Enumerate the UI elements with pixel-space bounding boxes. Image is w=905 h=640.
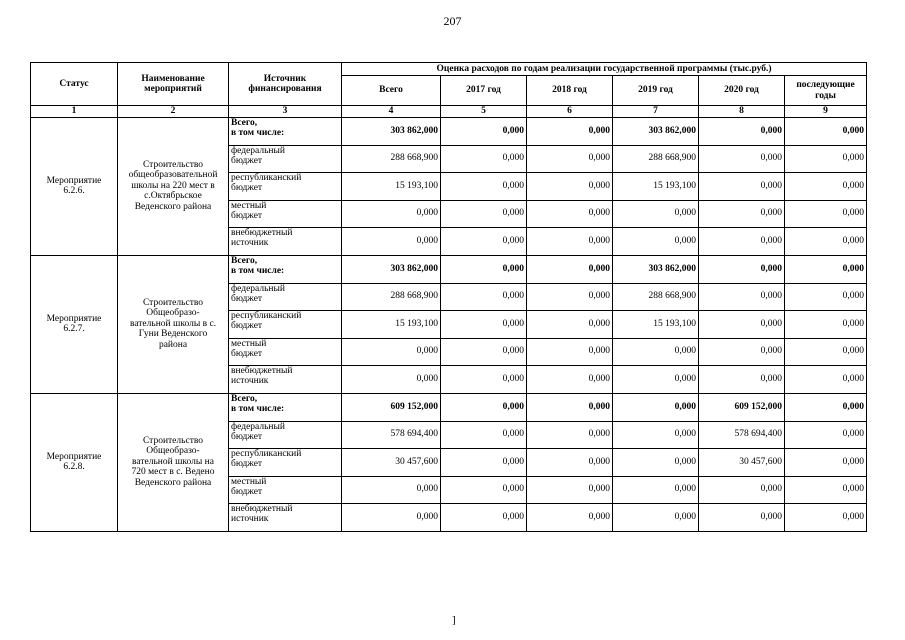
amount-cell: 0,000 [785, 365, 867, 393]
amount-cell: 0,000 [527, 310, 613, 338]
text-line: внебюджетный [231, 227, 293, 238]
text-line: источник [231, 238, 269, 248]
column-number: 9 [785, 106, 867, 118]
funding-source [229, 338, 342, 365]
amount-cell: 288 668,900 [342, 283, 441, 310]
text-line: бюджет [231, 294, 263, 304]
amount-cell: 0,000 [441, 310, 527, 338]
header-estimate: Оценка расходов по годам реализации государственной программы (тыс.руб.) [342, 63, 867, 76]
amount-cell: 0,000 [613, 421, 699, 448]
text-line: внебюджетный [231, 503, 293, 514]
amount-cell: 0,000 [785, 421, 867, 448]
amount-cell: 30 457,600 [699, 448, 785, 476]
text-line: Веденского района [134, 477, 212, 488]
amount-cell: 0,000 [342, 365, 441, 393]
amount-cell: 303 862,000 [342, 117, 441, 145]
text-line: финансирования [248, 84, 322, 94]
text-line: с.Октябрьское [144, 191, 202, 202]
text-line: бюджет [231, 459, 263, 469]
text-line: Мероприятие [46, 451, 102, 462]
amount-cell: 30 457,600 [342, 448, 441, 476]
table-row-total [31, 117, 867, 145]
amount-cell: 15 193,100 [342, 172, 441, 200]
text-line: Строительство [142, 435, 204, 446]
text-line: 6.2.7. [63, 324, 85, 334]
funding-source [229, 448, 342, 476]
page-number: 207 [443, 14, 462, 28]
text-line: в том числе: [231, 266, 285, 276]
text-line: Наименование [141, 73, 205, 84]
amount-cell: 0,000 [699, 503, 785, 531]
amount-cell: 0,000 [613, 393, 699, 421]
amount-cell: 0,000 [527, 503, 613, 531]
amount-cell: 0,000 [613, 503, 699, 531]
amount-cell: 0,000 [699, 227, 785, 255]
text-line: Строительство [142, 297, 204, 308]
funding-source [229, 393, 342, 421]
column-number: 2 [118, 106, 229, 118]
amount-cell: 0,000 [527, 117, 613, 145]
text-line: бюджет [231, 211, 263, 221]
column-number: 6 [527, 106, 613, 118]
text-line: района [158, 339, 188, 350]
amount-cell: 0,000 [785, 503, 867, 531]
activity-status [31, 117, 118, 255]
amount-cell: 0,000 [527, 338, 613, 365]
text-line: мероприятий [144, 84, 202, 94]
amount-cell: 0,000 [527, 227, 613, 255]
text-line: бюджет [231, 487, 263, 497]
funding-source [229, 421, 342, 448]
text-line: местный [231, 200, 267, 211]
amount-cell: 303 862,000 [342, 255, 441, 283]
amount-cell: 0,000 [527, 448, 613, 476]
amount-cell: 0,000 [527, 200, 613, 227]
text-line: источник [231, 514, 269, 524]
amount-cell: 0,000 [699, 338, 785, 365]
amount-cell: 0,000 [527, 172, 613, 200]
funding-source [229, 503, 342, 531]
amount-cell: 0,000 [785, 338, 867, 365]
amount-cell: 0,000 [613, 365, 699, 393]
text-line: республиканский [231, 448, 302, 459]
text-line: в том числе: [231, 404, 285, 414]
amount-cell: 0,000 [441, 145, 527, 172]
amount-cell: 0,000 [785, 393, 867, 421]
table-row-total [31, 255, 867, 283]
funding-source [229, 117, 342, 145]
text-line: Гуни Веденского [138, 329, 208, 340]
amount-cell: 0,000 [441, 448, 527, 476]
amount-cell: 288 668,900 [613, 283, 699, 310]
amount-cell: 0,000 [699, 255, 785, 283]
column-number: 8 [699, 106, 785, 118]
amount-cell: 0,000 [342, 503, 441, 531]
text-line: республиканский [231, 310, 302, 321]
amount-cell: 0,000 [699, 365, 785, 393]
column-number: 5 [441, 106, 527, 118]
header-2020: 2020 год [699, 76, 785, 106]
activity-status [31, 255, 118, 393]
amount-cell: 0,000 [527, 476, 613, 503]
amount-cell: 0,000 [613, 476, 699, 503]
column-number: 7 [613, 106, 699, 118]
funding-source [229, 200, 342, 227]
amount-cell: 0,000 [527, 145, 613, 172]
activity-name [118, 393, 229, 531]
amount-cell: 0,000 [441, 503, 527, 531]
amount-cell: 0,000 [441, 172, 527, 200]
amount-cell: 578 694,400 [699, 421, 785, 448]
amount-cell: 609 152,000 [342, 393, 441, 421]
text-line: Строительство [142, 159, 204, 170]
funding-source [229, 476, 342, 503]
text-line: республиканский [231, 172, 302, 183]
amount-cell: 15 193,100 [613, 310, 699, 338]
amount-cell: 0,000 [342, 200, 441, 227]
amount-cell: 15 193,100 [342, 310, 441, 338]
text-line: бюджет [231, 432, 263, 442]
text-line: Мероприятие [46, 175, 102, 186]
column-number: 4 [342, 106, 441, 118]
text-line: Общеобразо- [146, 308, 200, 319]
funding-source [229, 255, 342, 283]
funding-source [229, 283, 342, 310]
amount-cell: 0,000 [441, 476, 527, 503]
text-line: Веденского района [134, 201, 212, 212]
text-line: местный [231, 338, 267, 349]
column-number-row [31, 106, 867, 118]
text-line: годы [815, 90, 836, 101]
amount-cell: 0,000 [441, 200, 527, 227]
header-2018: 2018 год [527, 76, 613, 106]
text-line: бюджет [231, 321, 263, 331]
amount-cell: 0,000 [613, 227, 699, 255]
amount-cell: 303 862,000 [613, 255, 699, 283]
text-line: 6.2.8. [63, 462, 85, 472]
amount-cell: 0,000 [441, 365, 527, 393]
activity-name [118, 255, 229, 393]
text-line: Всего, [231, 393, 258, 404]
text-line: 6.2.6. [63, 186, 85, 196]
amount-cell: 0,000 [527, 283, 613, 310]
header-name [118, 63, 229, 106]
activity-status [31, 393, 118, 531]
text-line: Общеобразо- [146, 446, 200, 457]
text-line: в том числе: [231, 128, 285, 138]
amount-cell: 288 668,900 [613, 145, 699, 172]
text-line: федеральный [231, 283, 285, 294]
amount-cell: 0,000 [699, 200, 785, 227]
funding-source [229, 145, 342, 172]
text-line: бюджет [231, 349, 263, 359]
amount-cell: 0,000 [441, 393, 527, 421]
amount-cell: 0,000 [785, 227, 867, 255]
amount-cell: 303 862,000 [613, 117, 699, 145]
text-line: вательной школы в с. [129, 318, 217, 329]
header-2017: 2017 год [441, 76, 527, 106]
amount-cell: 0,000 [613, 338, 699, 365]
amount-cell: 0,000 [527, 365, 613, 393]
text-line: общеобразовательной [128, 170, 218, 181]
header-status: Статус [31, 63, 118, 106]
amount-cell: 0,000 [441, 227, 527, 255]
footer-mark: ] [452, 614, 456, 626]
amount-cell: 0,000 [785, 200, 867, 227]
amount-cell: 0,000 [785, 476, 867, 503]
header-total: Всего [342, 76, 441, 106]
amount-cell: 0,000 [699, 117, 785, 145]
amount-cell: 0,000 [527, 255, 613, 283]
text-line: бюджет [231, 156, 263, 166]
amount-cell: 0,000 [613, 448, 699, 476]
amount-cell: 0,000 [699, 283, 785, 310]
text-line: федеральный [231, 145, 285, 156]
text-line: Мероприятие [46, 313, 102, 324]
amount-cell: 0,000 [441, 283, 527, 310]
amount-cell: 0,000 [527, 421, 613, 448]
amount-cell: 0,000 [527, 393, 613, 421]
header-2019: 2019 год [613, 76, 699, 106]
table-body [31, 117, 867, 531]
funding-source [229, 227, 342, 255]
amount-cell: 0,000 [441, 117, 527, 145]
amount-cell: 0,000 [342, 338, 441, 365]
amount-cell: 0,000 [342, 227, 441, 255]
text-line: внебюджетный [231, 365, 293, 376]
amount-cell: 0,000 [441, 338, 527, 365]
text-line: бюджет [231, 183, 263, 193]
text-line: Источник [263, 73, 307, 84]
amount-cell: 0,000 [441, 255, 527, 283]
amount-cell: 0,000 [699, 172, 785, 200]
amount-cell: 0,000 [699, 310, 785, 338]
text-line: последующие [796, 80, 855, 90]
amount-cell: 0,000 [785, 283, 867, 310]
budget-table [30, 62, 867, 532]
text-line: вательной школы на [132, 456, 214, 467]
amount-cell: 0,000 [785, 172, 867, 200]
amount-cell: 0,000 [785, 448, 867, 476]
amount-cell: 0,000 [785, 145, 867, 172]
amount-cell: 609 152,000 [699, 393, 785, 421]
amount-cell: 0,000 [441, 421, 527, 448]
amount-cell: 0,000 [785, 117, 867, 145]
amount-cell: 578 694,400 [342, 421, 441, 448]
text-line: школы на 220 мест в [131, 180, 215, 191]
text-line: Всего, [231, 117, 258, 128]
activity-name [118, 117, 229, 255]
amount-cell: 0,000 [785, 255, 867, 283]
amount-cell: 288 668,900 [342, 145, 441, 172]
amount-cell: 0,000 [785, 310, 867, 338]
text-line: 720 мест в с. Ведено [131, 467, 215, 478]
table-row-total [31, 393, 867, 421]
amount-cell: 0,000 [613, 200, 699, 227]
funding-source [229, 365, 342, 393]
amount-cell: 0,000 [699, 476, 785, 503]
text-line: федеральный [231, 421, 285, 432]
header-source [229, 63, 342, 106]
funding-source [229, 310, 342, 338]
funding-source [229, 172, 342, 200]
amount-cell: 0,000 [342, 476, 441, 503]
column-number: 3 [229, 106, 342, 118]
amount-cell: 15 193,100 [613, 172, 699, 200]
text-line: Всего, [231, 255, 258, 266]
text-line: источник [231, 376, 269, 386]
text-line: местный [231, 476, 267, 487]
column-number: 1 [31, 106, 118, 118]
amount-cell: 0,000 [699, 145, 785, 172]
header-later-years [785, 76, 867, 106]
